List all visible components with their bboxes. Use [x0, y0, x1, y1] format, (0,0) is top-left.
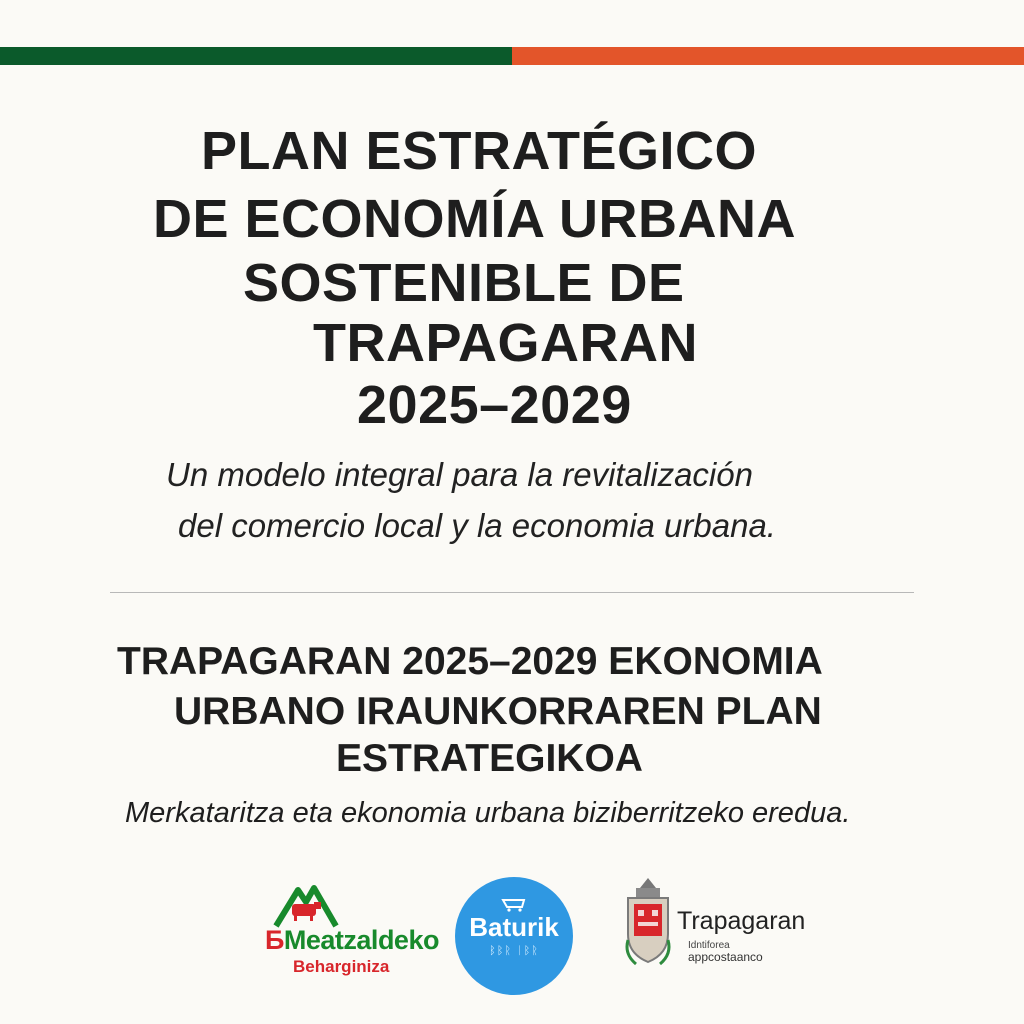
- basque-title-line: URBANO IRAUNKORRAREN PLAN: [174, 690, 822, 733]
- baturik-wordmark: Baturik: [469, 912, 559, 942]
- meatzaldeko-subtitle: Beharginiza: [293, 957, 390, 976]
- top-bar-orange: [512, 47, 1024, 65]
- trapagaran-subtitle-2: appcostaanco: [688, 950, 763, 964]
- basque-title-line: TRAPAGARAN 2025–2029 EKONOMIA: [117, 640, 823, 683]
- title-line: 2025–2029: [357, 375, 632, 435]
- mountain-cow-icon: [272, 882, 340, 930]
- title-line: PLAN ESTRATÉGICO: [201, 121, 758, 181]
- title-line: TRAPAGARAN: [313, 313, 698, 373]
- coat-of-arms-icon: [622, 874, 674, 970]
- top-color-bar: [0, 47, 1024, 65]
- section-divider: [110, 592, 914, 593]
- trapagaran-subtitle-1: Idntiforea: [688, 940, 730, 951]
- top-bar-green: [0, 47, 512, 65]
- basque-subtitle: Merkataritza eta ekonomia urbana biziberritzeko eredua.: [125, 797, 851, 829]
- trapagaran-wordmark: Trapagaran: [677, 907, 806, 935]
- title-line: DE ECONOMÍA URBANA: [153, 189, 796, 249]
- cart-icon: [500, 896, 530, 912]
- title-line: SOSTENIBLE DE: [243, 253, 685, 313]
- basque-title-line: ESTRATEGIKOA: [336, 737, 643, 780]
- subtitle-line: del comercio local y la economia urbana.: [178, 507, 776, 544]
- baturik-subtitle: ᛒᛒᚱ ᛁᛒᚱ: [489, 945, 539, 957]
- subtitle-line: Un modelo integral para la revitalización: [166, 456, 753, 493]
- meatzaldeko-wordmark: БMeatzaldeko: [265, 925, 439, 955]
